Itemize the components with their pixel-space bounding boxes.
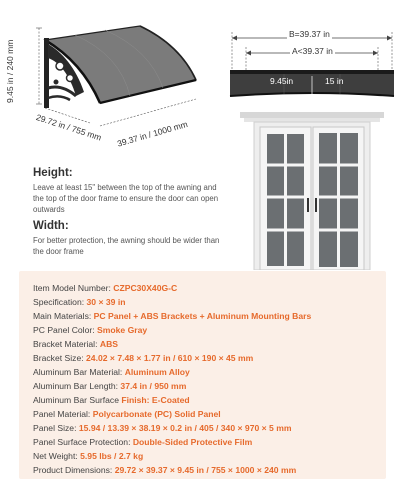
spec-value: PC Panel + ABS Brackets + Aluminum Mounting Bars [93,311,312,321]
spec-row [33,437,252,447]
spec-label: Specification: [33,297,87,307]
spec-row [33,367,190,377]
width-tip-text: For better protection, the awning should be wider than the door frame [33,236,220,256]
spec-value: 37.4 in / 950 mm [120,381,187,391]
spec-value: CZPC30X40G-C [113,283,178,293]
spec-row [33,325,147,335]
spec-value: Smoke Gray [97,325,148,335]
spec-row [33,283,177,293]
spec-row [33,451,143,461]
spec-value: 15.94 / 13.39 × 38.19 × 0.2 in / 405 / 340 × 970 × 5 mm [78,423,292,433]
awning-isometric-illustration [0,0,200,170]
spec-value: ABS [99,339,119,349]
spec-label: Bracket Material: [33,339,100,349]
b-width-label: B=39.37 in [289,29,330,39]
spec-label: Panel Surface Protection: [33,437,133,447]
awning-drawing [0,0,200,170]
spec-label: Bracket Size: [33,353,87,363]
height-dimension-label: 9.45 in / 240 mm [5,39,15,103]
spec-label: Main Materials: [33,311,94,321]
spec-value: 29.72 × 39.37 × 9.45 in / 755 × 1000 × 240 mm [114,465,297,475]
spec-label: Net Weight: [33,451,81,461]
width-tip-title: Width: [33,220,69,232]
spec-row [33,395,190,405]
depth-dimension-label: 29.72 in / 755 mm [34,112,103,143]
spec-label: Panel Material: [33,409,93,419]
spec-row [33,353,253,363]
spec-label: Panel Size: [33,423,79,433]
spec-row [33,423,292,433]
awning-depth-label: 9.45in [270,76,294,86]
spec-label: Aluminum Bar Material: [33,367,125,377]
spec-label: Aluminum Bar Length: [33,381,121,391]
spec-value: Finish: E-Coated [121,395,190,405]
spec-value: Double-Sided Protective Film [132,437,253,447]
spec-row [33,339,118,349]
spec-value: 5.95 lbs / 2.7 kg [80,451,144,461]
door-awning-illustration [224,30,400,270]
spec-label: Product Dimensions: [33,465,115,475]
spec-label: Item Model Number: [33,283,114,293]
a-width-label: A<39.37 in [292,46,333,56]
spec-row [33,465,296,475]
spec-label: PC Panel Color: [33,325,98,335]
height-tip-text: Leave at least 15" between the top of the awning and the top of the door frame to ensure the door can open outwards [33,183,219,214]
spec-row [33,381,186,391]
door-drawing [224,30,400,270]
spec-label: Aluminum Bar Surface [33,395,122,405]
spec-value: Polycarbonate (PC) Solid Panel [92,409,221,419]
spec-value: 24.02 × 7.48 × 1.77 in / 610 × 190 × 45 mm [86,353,254,363]
height-tip-title: Height: [33,167,73,179]
spec-value: Aluminum Alloy [124,367,190,377]
spec-value: 30 × 39 in [86,297,126,307]
spec-row [33,311,311,321]
spec-row [33,297,125,307]
width-dimension-label: 39.37 in / 1000 mm [116,118,189,149]
spec-row [33,409,221,419]
clearance-height-label: 15 in [325,76,344,86]
